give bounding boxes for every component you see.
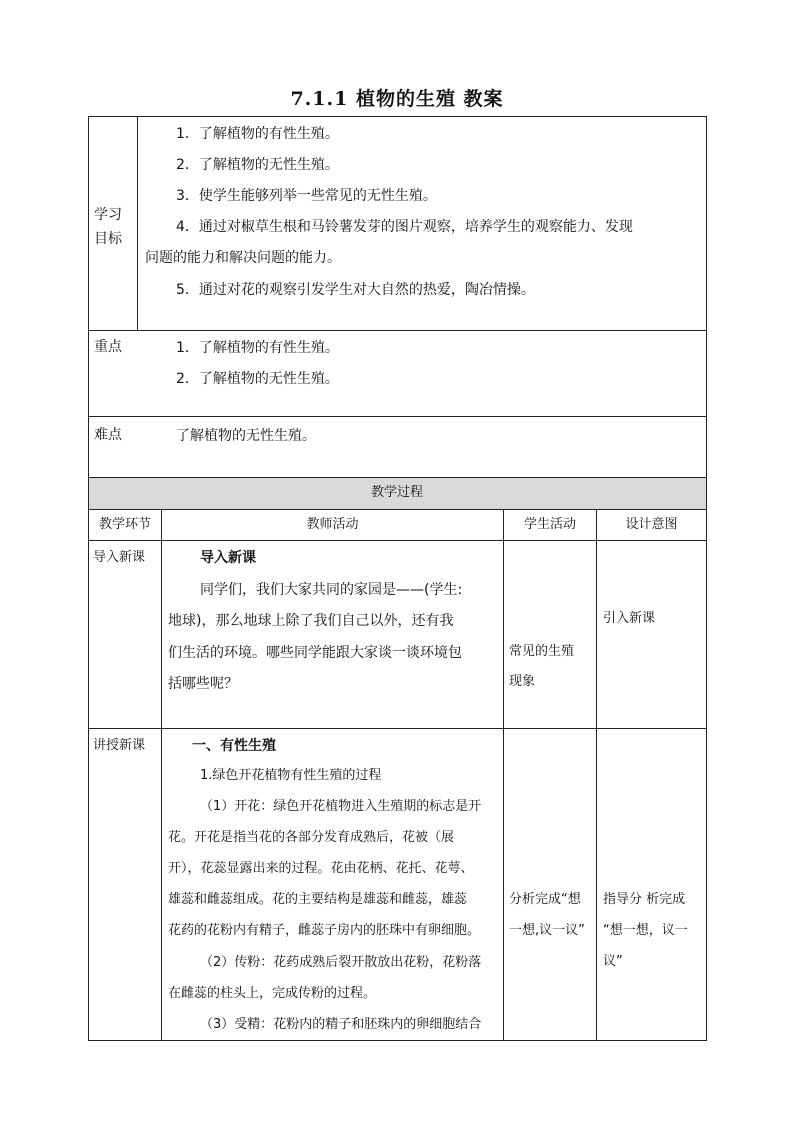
row-divider (88, 509, 707, 510)
objective-item: 1．了解植物的有性生殖。 (176, 126, 339, 142)
objective-item: 5．通过对花的观察引发学生对大自然的热爱，陶冶情操。 (176, 282, 535, 298)
objective-item: 4．通过对椒草生根和马铃薯发芽的图片观察，培养学生的观察能力、发现 (176, 219, 633, 235)
student-col-divider (596, 509, 597, 1041)
page-title: 7.1.1 植物的生殖 教案 (290, 88, 504, 110)
student-line: 一想,议一议” (509, 923, 585, 938)
table-border-right (706, 116, 707, 1041)
objective-item: 2．了解植物的无性生殖。 (176, 157, 339, 173)
teacher-line: 1.绿色开花植物有性生殖的过程 (200, 768, 382, 783)
column-header-stage: 教学环节 (98, 517, 151, 532)
teacher-line: （1）开花：绿色开花植物进入生殖期的标志是开 (200, 799, 482, 814)
row-divider (88, 477, 707, 478)
column-header-intent: 设计意图 (625, 517, 678, 532)
objectives-label-line2: 目标 (94, 231, 122, 247)
intent-line: 指导分 析完成 (603, 892, 686, 907)
key-point-item: 2．了解植物的无性生殖。 (176, 371, 339, 387)
intent-line: 引入新课 (603, 611, 656, 626)
objective-item: 问题的能力和解决问题的能力。 (145, 250, 341, 266)
intent-line: 议” (603, 954, 623, 969)
stage-cell: 讲授新课 (93, 738, 146, 753)
teacher-line: （3）受精：花粉内的精子和胚珠内的卵细胞结合 (200, 1017, 482, 1032)
student-line: 现象 (509, 674, 536, 689)
teacher-line: 在雌蕊的柱头上，完成传粉的过程。 (168, 986, 377, 1001)
process-header: 教学过程 (370, 485, 423, 500)
teacher-line: （2）传粉：花药成熟后裂开散放出花粉，花粉落 (200, 955, 482, 970)
table-border-bottom (88, 1040, 707, 1041)
teacher-line: 花药的花粉内有精子，雌蕊子房内的胚珠中有卵细胞。 (168, 923, 481, 938)
row-divider (88, 330, 707, 331)
teacher-line: 同学们，我们大家共同的家园是——(学生: (200, 582, 463, 598)
table-border-left (88, 116, 89, 1041)
teacher-line: 开），花蕊显露出来的过程。花由花柄、花托、花萼、 (168, 861, 474, 876)
column-header-teacher: 教师活动 (306, 517, 359, 532)
key-points-label: 重点 (94, 339, 122, 355)
teacher-col-divider (503, 509, 504, 1041)
label-col-divider (137, 116, 138, 330)
teacher-line: 们生活的环境。哪些同学能跟大家谈一谈环境包 (168, 645, 462, 661)
teacher-line: 括哪些呢？ (168, 676, 238, 692)
student-line: 常见的生殖 (509, 644, 575, 659)
stage-col-divider (161, 509, 162, 1041)
student-line: 分析完成“想 (509, 892, 581, 907)
teacher-heading: 导入新课 (200, 550, 256, 566)
row-divider (88, 728, 707, 729)
stage-cell: 导入新课 (93, 550, 146, 565)
difficulties-text: 了解植物的无性生殖。 (176, 428, 316, 444)
teacher-line: 花。开花是指当花的各部分发育成熟后，花被（展 (168, 830, 455, 845)
teacher-line: 雄蕊和雌蕊组成。花的主要结构是雄蕊和雌蕊，雄蕊 (168, 892, 468, 907)
key-point-item: 1．了解植物的有性生殖。 (176, 340, 339, 356)
difficulties-label: 难点 (94, 427, 122, 443)
intent-line: “想一想，议一 (603, 923, 688, 938)
row-divider (88, 540, 707, 541)
column-header-student: 学生活动 (523, 517, 576, 532)
objectives-label-line1: 学习 (94, 207, 122, 223)
row-divider (88, 416, 707, 417)
table-border-top (88, 116, 707, 117)
objective-item: 3．使学生能够列举一些常见的无性生殖。 (176, 188, 437, 204)
teacher-line: 地球)，那么地球上除了我们自己以外，还有我 (168, 613, 454, 629)
teacher-heading: 一、有性生殖 (192, 738, 276, 754)
